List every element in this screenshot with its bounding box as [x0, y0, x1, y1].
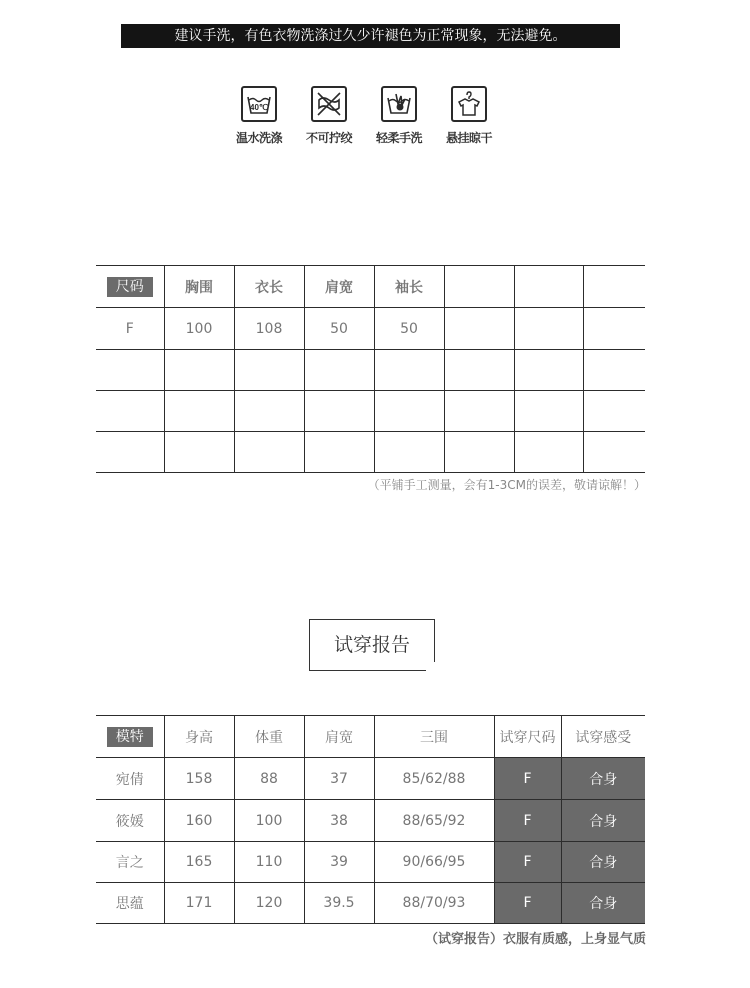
size-header-cell	[444, 266, 514, 308]
report-note: （试穿报告）衣服有质感，上身显气质	[424, 932, 646, 947]
table-row	[96, 842, 645, 883]
size-header-cell	[96, 266, 164, 308]
table-cell: 160	[164, 800, 234, 842]
care-label: 悬挂晾干	[445, 131, 492, 145]
table-cell	[96, 432, 164, 473]
table-cell	[374, 432, 444, 473]
table-cell	[234, 350, 304, 391]
table-cell	[514, 350, 583, 391]
table-row	[96, 308, 645, 350]
table-cell: 88	[234, 758, 304, 800]
table-row	[96, 800, 645, 842]
measurement-note: （平铺手工测量，会有1-3CM的误差，敬请谅解！）	[367, 478, 646, 492]
table-cell	[234, 391, 304, 432]
table-cell: 120	[234, 883, 304, 924]
care-label: 温水洗涤	[235, 131, 282, 145]
size-header-cell: 肩宽	[304, 266, 374, 308]
table-cell	[164, 350, 234, 391]
care-item-hang-dry	[434, 86, 504, 146]
table-cell: F	[494, 800, 561, 842]
table-cell: 165	[164, 842, 234, 883]
table-cell	[374, 391, 444, 432]
report-header-cell: 试穿尺码	[494, 716, 561, 758]
table-cell	[164, 432, 234, 473]
size-header-cell	[514, 266, 583, 308]
size-label-tag: 尺码	[107, 277, 153, 297]
table-cell: 筱媛	[96, 800, 164, 842]
report-header-cell: 试穿感受	[561, 716, 645, 758]
table-cell	[304, 432, 374, 473]
table-cell	[583, 432, 645, 473]
hang-dry-icon	[451, 86, 487, 122]
no-wring-icon	[311, 86, 347, 122]
care-item-no-wring	[294, 86, 364, 146]
table-cell: 88/65/92	[374, 800, 494, 842]
size-header-cell: 衣长	[234, 266, 304, 308]
care-label: 不可拧绞	[305, 131, 352, 145]
table-cell	[583, 308, 645, 350]
temp-text: 40℃	[250, 103, 268, 112]
model-label-tag: 模特	[107, 727, 153, 747]
table-cell	[444, 350, 514, 391]
fitting-report-table	[96, 715, 645, 924]
table-cell: 85/62/88	[374, 758, 494, 800]
report-header-cell: 肩宽	[304, 716, 374, 758]
table-cell: 110	[234, 842, 304, 883]
table-cell: 合身	[561, 883, 645, 924]
table-cell: 39	[304, 842, 374, 883]
table-cell	[514, 391, 583, 432]
table-cell: 合身	[561, 758, 645, 800]
table-row	[96, 391, 645, 432]
report-header-cell: 体重	[234, 716, 304, 758]
table-cell	[164, 391, 234, 432]
table-cell: 100	[234, 800, 304, 842]
table-cell: 100	[164, 308, 234, 350]
table-cell	[514, 308, 583, 350]
size-header-cell: 袖长	[374, 266, 444, 308]
table-cell: 158	[164, 758, 234, 800]
care-item-warm-wash	[224, 86, 294, 146]
table-cell	[583, 350, 645, 391]
table-cell: 39.5	[304, 883, 374, 924]
table-cell: 50	[374, 308, 444, 350]
report-header-cell: 三围	[374, 716, 494, 758]
table-cell	[304, 391, 374, 432]
table-cell: 言之	[96, 842, 164, 883]
report-header-cell: 身高	[164, 716, 234, 758]
table-cell: 108	[234, 308, 304, 350]
table-row	[96, 883, 645, 924]
table-cell	[514, 432, 583, 473]
table-cell	[583, 391, 645, 432]
size-header-cell: 胸围	[164, 266, 234, 308]
table-row	[96, 758, 645, 800]
warm-water-wash-icon	[241, 86, 277, 122]
table-cell	[444, 391, 514, 432]
table-row	[96, 350, 645, 391]
size-header-row	[96, 266, 645, 308]
table-cell	[96, 391, 164, 432]
table-cell: F	[494, 883, 561, 924]
care-label: 轻柔手洗	[375, 131, 422, 145]
table-cell	[234, 432, 304, 473]
table-cell: F	[494, 842, 561, 883]
table-cell: 88/70/93	[374, 883, 494, 924]
table-row	[96, 432, 645, 473]
table-cell: 38	[304, 800, 374, 842]
table-cell: 90/66/95	[374, 842, 494, 883]
table-cell: 思蕴	[96, 883, 164, 924]
report-header-row	[96, 716, 645, 758]
table-cell: 合身	[561, 800, 645, 842]
care-banner: 建议手洗，有色衣物洗涤过久少许褪色为正常现象，无法避免。	[121, 24, 620, 48]
table-cell: 合身	[561, 842, 645, 883]
table-cell: F	[96, 308, 164, 350]
table-cell	[444, 432, 514, 473]
table-cell: 171	[164, 883, 234, 924]
report-title: 试穿报告	[309, 619, 435, 671]
table-cell: 50	[304, 308, 374, 350]
table-cell	[444, 308, 514, 350]
gentle-hand-wash-icon	[381, 86, 417, 122]
report-header-cell	[96, 716, 164, 758]
size-header-cell	[583, 266, 645, 308]
table-cell	[96, 350, 164, 391]
table-cell: F	[494, 758, 561, 800]
table-cell	[304, 350, 374, 391]
size-table	[96, 265, 645, 473]
table-cell: 宛倩	[96, 758, 164, 800]
table-cell: 37	[304, 758, 374, 800]
table-cell	[374, 350, 444, 391]
care-item-hand-wash	[364, 86, 434, 146]
